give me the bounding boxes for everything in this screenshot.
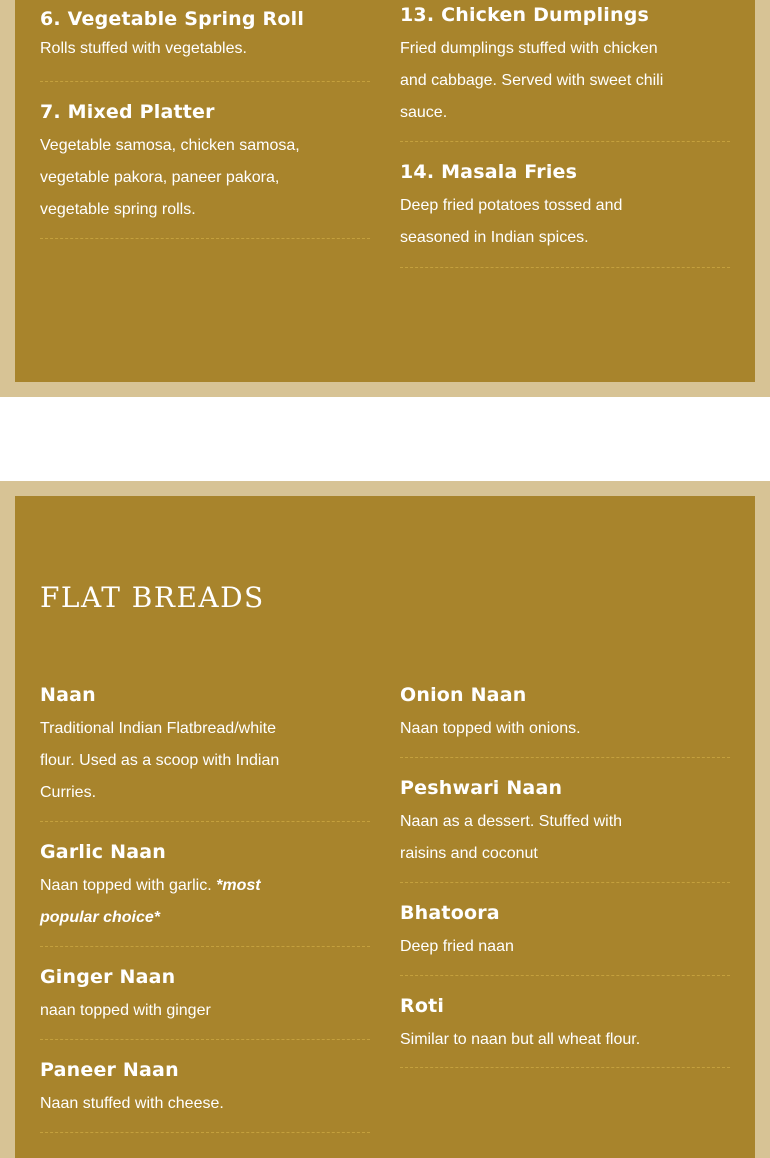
item-name: 7. Mixed Platter — [40, 101, 215, 123]
item-name: 6. Vegetable Spring Roll — [40, 8, 305, 30]
section-title: FLAT BREADS — [40, 581, 265, 614]
divider — [40, 238, 370, 239]
menu-item — [40, 7, 370, 31]
menu-item — [40, 1058, 370, 1120]
divider — [40, 1132, 370, 1133]
item-description: Naan as a dessert. Stuffed with raisins and coconut — [400, 813, 623, 862]
menu-item — [40, 840, 370, 934]
item-description: Fried dumplings stuffed with chicken and cabbage. Served with sweet chili sauce. — [400, 40, 664, 121]
item-name: Ginger Naan — [40, 966, 176, 988]
item-description: Traditional Indian Flatbread/white flour. Used as a scoop with Indian Curries. — [40, 720, 280, 801]
item-name: Roti — [400, 995, 445, 1017]
divider — [400, 141, 730, 142]
menu-item — [400, 160, 730, 254]
item-name: 13. Chicken Dumplings — [400, 4, 650, 26]
item-name: Bhatoora — [400, 902, 500, 924]
item-description: Similar to naan but all wheat flour. — [400, 1031, 641, 1048]
divider — [400, 267, 730, 268]
item-name: Onion Naan — [400, 684, 527, 706]
item-description: Deep fried potatoes tossed and seasoned in Indian spices. — [400, 197, 623, 246]
divider — [400, 975, 730, 976]
menu-item — [400, 683, 730, 745]
menu-item — [40, 100, 370, 226]
divider — [40, 821, 370, 822]
menu-item — [400, 901, 730, 963]
menu-item — [400, 776, 730, 870]
item-name: Peshwari Naan — [400, 777, 563, 799]
item-description: Rolls stuffed with vegetables. — [40, 40, 247, 57]
item-description: Naan stuffed with cheese. — [40, 1095, 224, 1112]
divider — [400, 882, 730, 883]
divider — [40, 1039, 370, 1040]
menu-item-description — [40, 33, 370, 65]
appetizers-panel — [15, 0, 755, 382]
menu-item — [40, 683, 370, 809]
item-name: Paneer Naan — [40, 1059, 179, 1081]
item-name: Garlic Naan — [40, 841, 166, 863]
item-name: Naan — [40, 684, 96, 706]
item-description: Deep fried naan — [400, 938, 514, 955]
popular-note: *most popular choice* — [40, 877, 261, 926]
item-description: naan topped with ginger — [40, 1002, 211, 1019]
item-description: Naan topped with onions. — [400, 720, 581, 737]
divider — [40, 946, 370, 947]
divider — [400, 757, 730, 758]
flat-breads-panel — [15, 496, 755, 1158]
divider — [400, 1067, 730, 1068]
item-description: Vegetable samosa, chicken samosa, vegetable pakora, paneer pakora, vegetable spring rolls. — [40, 137, 300, 218]
menu-item — [400, 3, 730, 129]
item-name: 14. Masala Fries — [400, 161, 578, 183]
item-description: Naan topped with garlic. — [40, 877, 217, 894]
item-description-wrapper — [40, 870, 305, 934]
divider — [40, 81, 370, 82]
menu-item — [40, 965, 370, 1027]
menu-item — [400, 994, 730, 1056]
